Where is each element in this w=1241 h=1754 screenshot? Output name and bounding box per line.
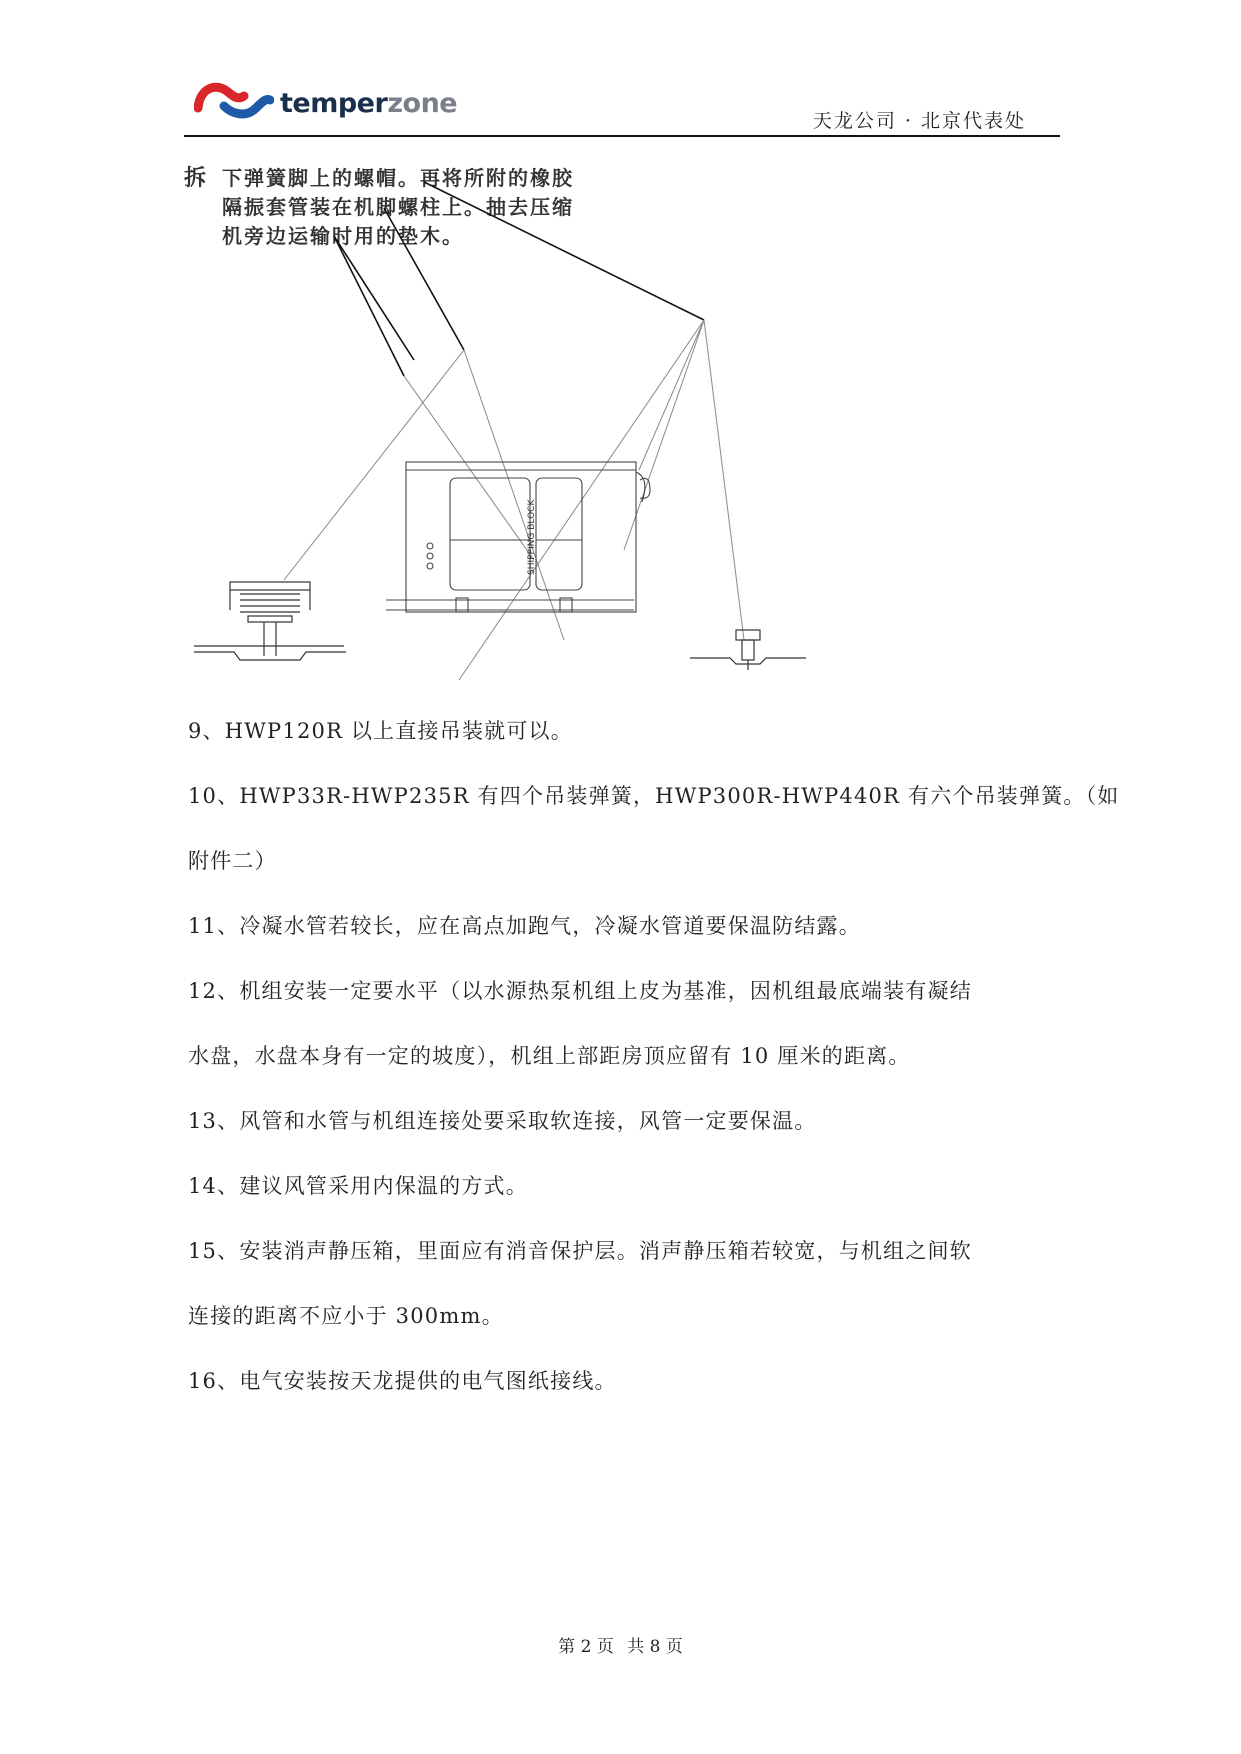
header-divider bbox=[184, 135, 1060, 137]
paragraph-item: 12、机组安装一定要水平（以水源热泵机组上皮为基准，因机组最底端装有凝结 bbox=[188, 979, 972, 1003]
leader-lines-thin bbox=[284, 320, 744, 680]
paragraph-item: 15、安装消声静压箱，里面应有消音保护层。消声静压箱若较宽，与机组之间软 bbox=[188, 1239, 972, 1263]
paragraph-item: 附件二） bbox=[188, 849, 277, 873]
bolt-detail-right bbox=[690, 630, 806, 670]
page-number: 第 2 页 bbox=[558, 1637, 614, 1657]
paragraph-item: 11、冷凝水管若较长，应在高点加跑气，冷凝水管道要保温防结露。 bbox=[188, 914, 861, 938]
paragraph-item: 10、HWP33R-HWP235R 有四个吊装弹簧，HWP300R-HWP440R 有六个吊装弹簧。（如 bbox=[188, 784, 1120, 808]
logo-text-zone: zone bbox=[387, 88, 458, 119]
paragraph-item: 9、HWP120R 以上直接吊装就可以。 bbox=[188, 719, 573, 743]
logo-text-temper: temper bbox=[280, 88, 388, 119]
paragraph-item: 13、风管和水管与机组连接处要采取软连接，风管一定要保温。 bbox=[188, 1109, 817, 1133]
caption-line: 隔振套管装在机脚螺柱上。抽去压缩 bbox=[222, 195, 574, 219]
shipping-block-label: SHIPPING BLOCK bbox=[527, 499, 537, 575]
paragraph-item: 16、电气安装按天龙提供的电气图纸接线。 bbox=[188, 1369, 617, 1393]
paragraph-item: 水盘，水盘本身有一定的坡度），机组上部距房顶应留有 10 厘米的距离。 bbox=[188, 1044, 911, 1068]
caption-line: 机旁边运输时用的垫木。 bbox=[222, 224, 464, 248]
page-footer bbox=[0, 1632, 1241, 1657]
page-total: 共 8 页 bbox=[627, 1637, 683, 1657]
page-header bbox=[184, 76, 1060, 136]
spring-detail-left bbox=[194, 582, 346, 660]
paragraph-item: 连接的距离不应小于 300mm。 bbox=[188, 1304, 504, 1328]
caption-line: 下弹簧脚上的螺帽。再将所附的橡胶 bbox=[222, 166, 574, 190]
logo-text bbox=[280, 88, 457, 119]
installation-diagram bbox=[184, 160, 984, 700]
logo-mark-icon bbox=[194, 78, 274, 122]
paragraph-item: 14、建议风管采用内保温的方式。 bbox=[188, 1174, 528, 1198]
diagram-drawing bbox=[184, 160, 984, 700]
leader-lines-bold bbox=[334, 182, 704, 376]
header-office-label: 天龙公司 · 北京代表处 bbox=[812, 110, 1026, 132]
caption-first-char: 拆 bbox=[184, 165, 209, 191]
temperzone-logo bbox=[194, 76, 458, 126]
